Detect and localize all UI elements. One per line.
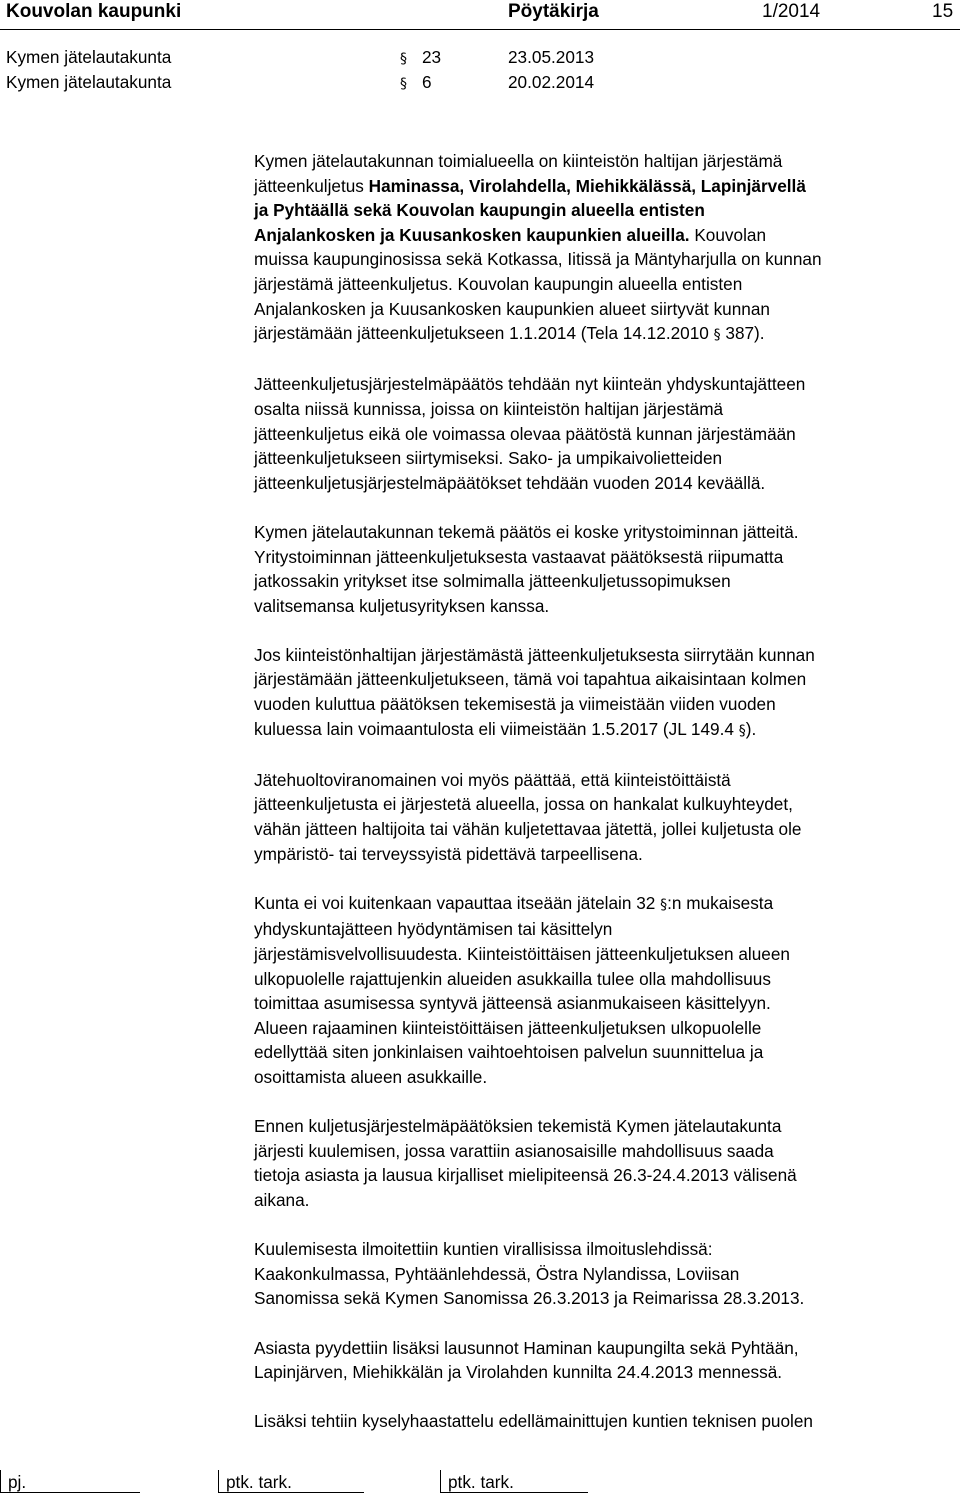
text-line (254, 198, 960, 223)
page-number: 15 (932, 1, 954, 22)
text-line (254, 1286, 960, 1311)
text-line (254, 247, 960, 272)
text-line (254, 372, 960, 397)
paragraph (254, 1237, 960, 1311)
text-segment: Jätehuoltoviranomainen voi myös päättää, että kiinteistöittäistä (254, 769, 731, 790)
document-body (254, 149, 960, 1458)
text-line (254, 297, 960, 322)
text-line (254, 1065, 960, 1090)
paragraph (254, 520, 960, 618)
text-line (254, 397, 960, 422)
paragraph (254, 1336, 960, 1385)
section-sign: § (400, 76, 407, 92)
text-segment: jatkossakin yritykset itse solmimalla jätteenkuljetussopimuksen (254, 571, 731, 592)
text-line (254, 1237, 960, 1262)
text-segment: edellyttää siten jonkinlaisen vaihtoehtoisen palvelun suunnittelua ja (254, 1042, 764, 1063)
text-line (254, 1409, 960, 1434)
text-segment: jätteenkuljetusjärjestelmäpäätökset tehdään vuoden 2014 keväällä. (254, 472, 766, 493)
text-segment: tietoja asiasta ja lausua kirjalliset mielipiteensä 26.3-24.4.2013 välisenä (254, 1165, 797, 1186)
text-segment: Lapinjärven, Miehikkälän ja Virolahden kunnilta 24.4.2013 mennessä. (254, 1362, 783, 1383)
footer-divider (218, 1470, 219, 1492)
text-segment: jätteenkuljetus (254, 175, 369, 196)
text-line (254, 594, 960, 619)
text-line (254, 1262, 960, 1287)
text-line (254, 520, 960, 545)
text-line (254, 272, 960, 297)
meeting-section-2 (400, 72, 407, 94)
text-segment: Anjalankosken ja Kuusankosken kaupunkien alueet siirtyvät kunnan (254, 298, 770, 319)
text-segment: Alueen rajaaminen kiinteistöittäisen jätteenkuljetuksen ulkopuolelle (254, 1017, 762, 1038)
text-line (254, 792, 960, 817)
text-line (254, 991, 960, 1016)
text-line (254, 1016, 960, 1041)
footer-divider (0, 1470, 1, 1492)
text-segment: Kymen jätelautakunnan toimialueella on kiinteistön haltijan järjestämä (254, 151, 783, 171)
text-segment: jätteenkuljetukseen siirtymiseksi. Sako- ja umpikaivolietteiden (254, 448, 723, 469)
text-segment: valitsemansa kuljetusyrityksen kanssa. (254, 595, 550, 616)
text-line (254, 1188, 960, 1213)
text-segment: jätteenkuljetusta ei järjestetä alueella, jossa on hankalat kulkuyhteydet, (254, 794, 793, 815)
footer-signature-chair: pj. (8, 1472, 27, 1492)
header-rule (0, 29, 960, 30)
paragraph (254, 1409, 960, 1434)
doc-number: 1/2014 (762, 1, 821, 22)
text-segment: :n mukaisesta (667, 892, 774, 913)
text-segment: järjestämään jätteenkuljetukseen, tämä voi tapahtua aikaisintaan kolmen (254, 669, 807, 690)
section-sign: § (713, 327, 721, 344)
text-segment: Yritystoiminnan jätteenkuljetuksesta vastaavat päätöksestä riipumatta (254, 546, 784, 567)
paragraph (254, 891, 960, 1090)
footer-rule (0, 1492, 140, 1493)
meeting-section-1 (400, 47, 407, 69)
text-line (254, 643, 960, 668)
text-line (254, 717, 960, 744)
text-line (254, 149, 960, 174)
text-segment: Ennen kuljetusjärjestelmäpäätöksien tekemistä Kymen jätelautakunta (254, 1116, 782, 1137)
paragraph (254, 768, 960, 866)
text-segment: Kuulemisesta ilmoitettiin kuntien virallisissa ilmoituslehdissä: (254, 1239, 713, 1260)
text-segment: Kunta ei voi kuitenkaan vapauttaa itseään jätelain 32 (254, 892, 661, 913)
text-line (254, 942, 960, 967)
bold-text: Haminassa, Virolahdella, Miehikkälässä, Lapinjärvellä (368, 175, 806, 196)
text-segment: yhdyskuntajätteen hyödyntämisen tai käsittelyn (254, 919, 613, 940)
text-segment: jätteenkuljetus eikä ole voimassa olevaa päätöstä kunnan järjestämään (254, 423, 796, 444)
text-segment: kuluessa lain voimaantulosta eli viimeistään 1.5.2017 (JL 149.4 (254, 718, 739, 739)
text-segment: ympäristö- tai terveyssyistä pidettävä tarpeellisena. (254, 843, 643, 864)
text-segment: ). (745, 718, 757, 739)
footer-rule (440, 1492, 588, 1493)
text-segment: järjestämä jätteenkuljetus. Kouvolan kaupungin alueella entisten (254, 273, 743, 294)
meeting-date-1: 23.05.2013 (508, 47, 595, 67)
text-line (254, 471, 960, 496)
org-name: Kouvolan kaupunki (6, 1, 182, 22)
text-segment: 387). (720, 323, 765, 344)
text-segment: Asiasta pyydettiin lisäksi lausunnot Haminan kaupungilta sekä Pyhtään, (254, 1337, 799, 1358)
text-segment: ulkopuolelle rajattujenkin alueiden asukkailla tulee olla mahdollisuus (254, 968, 771, 989)
paragraph (254, 149, 960, 348)
text-line (254, 1360, 960, 1385)
bold-text: ja Pyhtäällä sekä Kouvolan kaupungin alueella entisten (254, 200, 705, 221)
text-line (254, 917, 960, 942)
meeting-body-2: Kymen jätelautakunta (6, 72, 172, 92)
text-segment: vuoden kuluttua päätöksen tekemisestä ja viimeistään viiden vuoden (254, 694, 776, 715)
text-line (254, 446, 960, 471)
text-segment: Kymen jätelautakunnan tekemä päätös ei koske yritystoiminnan jätteitä. (254, 521, 799, 542)
footer-divider (440, 1470, 441, 1492)
text-line (254, 891, 960, 918)
bold-text: Anjalankosken ja Kuusankosken kaupunkien alueilla. (254, 224, 690, 245)
text-segment: Kaakonkulmassa, Pyhtäänlehdessä, Östra Nylandissa, Loviisan (254, 1263, 740, 1284)
text-segment: järjesti kuulemisen, jossa varattiin asianosaisille mahdollisuus saada (254, 1140, 774, 1161)
paragraph (254, 1114, 960, 1212)
footer-rule (218, 1492, 364, 1493)
text-segment: järjestämään jätteenkuljetukseen 1.1.2014 (Tela 14.12.2010 (254, 323, 714, 344)
text-segment: osalta niissä kunnissa, joissa on kiinteistön haltijan järjestämä (254, 398, 724, 419)
text-segment: toimittaa asumisessa syntyvä jätteensä asianmukaiseen käsittelyyn. (254, 993, 771, 1014)
text-line (254, 842, 960, 867)
footer-signature-reviewer-2: ptk. tark. (448, 1472, 514, 1492)
text-segment: muissa kaupunginosissa sekä Kotkassa, Iitissä ja Mäntyharjulla on kunnan (254, 249, 822, 270)
text-line (254, 768, 960, 793)
text-line (254, 1163, 960, 1188)
text-segment: osoittamista alueen asukkaille. (254, 1066, 488, 1087)
text-segment: Jätteenkuljetusjärjestelmäpäätös tehdään nyt kiinteän yhdyskuntajätteen (254, 374, 806, 395)
meeting-body-1: Kymen jätelautakunta (6, 47, 172, 67)
section-sign: § (660, 896, 668, 913)
text-segment: Lisäksi tehtiin kyselyhaastattelu edellämainittujen kuntien teknisen puolen (254, 1411, 813, 1432)
text-segment: vähän jätteen haltijoita tai vähän kuljetettavaa jätettä, jollei kuljetusta ole (254, 819, 802, 840)
text-line (254, 1040, 960, 1065)
section-sign: § (738, 722, 746, 739)
meeting-date-2: 20.02.2014 (508, 72, 595, 92)
text-segment: Sanomissa sekä Kymen Sanomissa 26.3.2013 ja Reimarissa 28.3.2013. (254, 1288, 805, 1309)
text-line (254, 174, 960, 199)
footer-signature-reviewer-1: ptk. tark. (226, 1472, 292, 1492)
text-line (254, 1139, 960, 1164)
text-line (254, 223, 960, 248)
text-line (254, 569, 960, 594)
text-line (254, 692, 960, 717)
meeting-section-number-1: 23 (422, 47, 442, 67)
section-sign: § (400, 51, 407, 67)
text-line (254, 422, 960, 447)
doc-type: Pöytäkirja (508, 1, 599, 22)
text-line (254, 667, 960, 692)
meeting-section-number-2: 6 (422, 72, 432, 92)
text-line (254, 817, 960, 842)
text-segment: aikana. (254, 1189, 310, 1210)
paragraph (254, 372, 960, 495)
text-line (254, 967, 960, 992)
text-segment: Kouvolan (689, 224, 767, 245)
text-line (254, 1336, 960, 1361)
text-line (254, 321, 960, 348)
text-segment: Jos kiinteistönhaltijan järjestämästä jätteenkuljetuksesta siirrytään kunnan (254, 644, 815, 665)
paragraph (254, 643, 960, 743)
text-line (254, 1114, 960, 1139)
text-line (254, 545, 960, 570)
text-segment: järjestämisvelvollisuudesta. Kiinteistöittäisen jätteenkuljetuksen alueen (254, 944, 790, 964)
